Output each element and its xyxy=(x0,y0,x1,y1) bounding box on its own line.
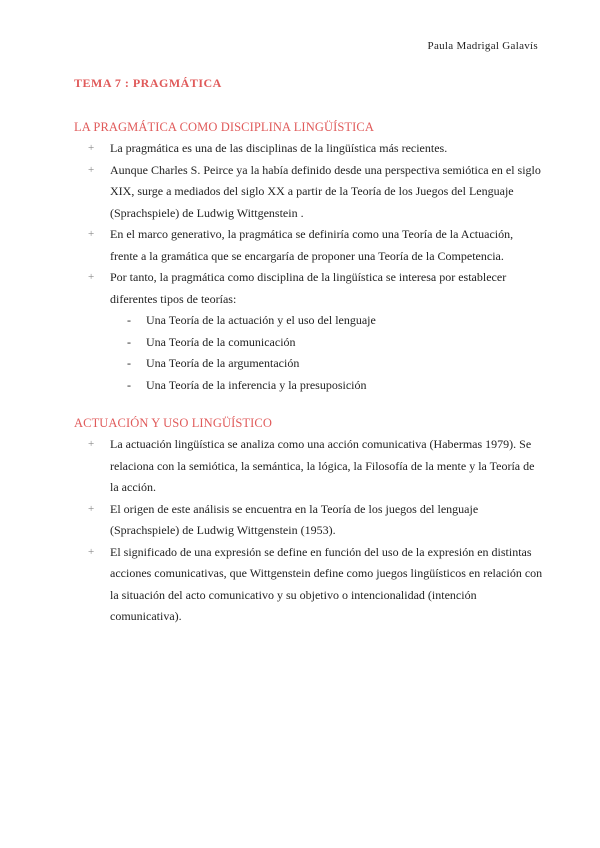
list-item xyxy=(74,267,544,396)
section-title-pragmatica: LA PRAGMÁTICA COMO DISCIPLINA LINGÜÍSTICA xyxy=(74,120,374,134)
list-item-text: El origen de este análisis se encuentra en la Teoría de los juegos del lenguaje (Sprachspiele) de Ludwig Wittgenstein (1953). xyxy=(110,501,479,537)
plus-bullet-icon: + xyxy=(88,438,95,450)
bullet-list-actuacion xyxy=(74,434,544,628)
plus-bullet-icon: + xyxy=(88,142,95,154)
plus-bullet-icon: + xyxy=(88,545,95,558)
dash-bullet-icon: - xyxy=(127,356,131,370)
page-title: TEMA 7 : PRAGMÁTICA xyxy=(74,76,222,90)
list-item-text: La actuación lingüística se analiza como una acción comunicativa (Habermas 1979). Se relaciona con la semiótica, la semántica, la lógica, la Filosofía de la mente y la Teoría de la acción. xyxy=(110,437,535,494)
list-item xyxy=(74,542,544,628)
dash-bullet-icon: - xyxy=(127,334,131,349)
dash-bullet-icon: - xyxy=(127,313,131,327)
bullet-list-pragmatica xyxy=(74,138,544,396)
list-item-text: Aunque Charles S. Peirce ya la había definido desde una perspectiva semiótica en el siglo XIX, surge a mediados del siglo XX a partir de la Teoría de los Juegos del Lenguaje (Sprachspiele) de Ludwig Wittgenstein . xyxy=(110,162,541,220)
sub-list-teorias xyxy=(110,310,544,396)
author-name: Paula Madrigal Galavís xyxy=(427,40,538,52)
sub-list-item xyxy=(110,375,544,397)
list-item xyxy=(74,499,544,542)
dash-bullet-icon: - xyxy=(127,377,131,392)
list-item xyxy=(74,160,544,225)
section-title-actuacion: ACTUACIÓN Y USO LINGÜÍSTICO xyxy=(74,416,272,430)
sub-list-item xyxy=(110,332,544,354)
list-item-text: La pragmática es una de las disciplinas de la lingüística más recientes. xyxy=(110,141,448,155)
sub-list-item xyxy=(110,353,544,375)
plus-bullet-icon: + xyxy=(88,502,95,515)
sub-list-item-text: Una Teoría de la inferencia y la presuposición xyxy=(146,377,367,392)
sub-list-item xyxy=(110,310,544,332)
sub-list-item-text: Una Teoría de la actuación y el uso del lenguaje xyxy=(146,313,376,327)
list-item-text: Por tanto, la pragmática como disciplina de la lingüística se interesa por establecer diferentes tipos de teorías: xyxy=(110,270,507,306)
list-item xyxy=(74,434,544,499)
list-item xyxy=(74,224,544,267)
plus-bullet-icon: + xyxy=(88,271,95,283)
list-item xyxy=(74,138,544,160)
sub-list-item-text: Una Teoría de la comunicación xyxy=(146,334,296,349)
plus-bullet-icon: + xyxy=(88,228,95,240)
list-item-text: En el marco generativo, la pragmática se definiría como una Teoría de la Actuación, frente a la gramática que se encargaría de proponer una Teoría de la Competencia. xyxy=(110,227,514,263)
plus-bullet-icon: + xyxy=(88,163,95,176)
sub-list-item-text: Una Teoría de la argumentación xyxy=(146,356,300,370)
list-item-text: El significado de una expresión se define en función del uso de la expresión en distintas acciones comunicativas, que Wittgenstein define como juegos lingüísticos en relación con la situación del acto comunicativo y su objetivo o intencionalidad (intención comunicativa). xyxy=(110,544,543,623)
